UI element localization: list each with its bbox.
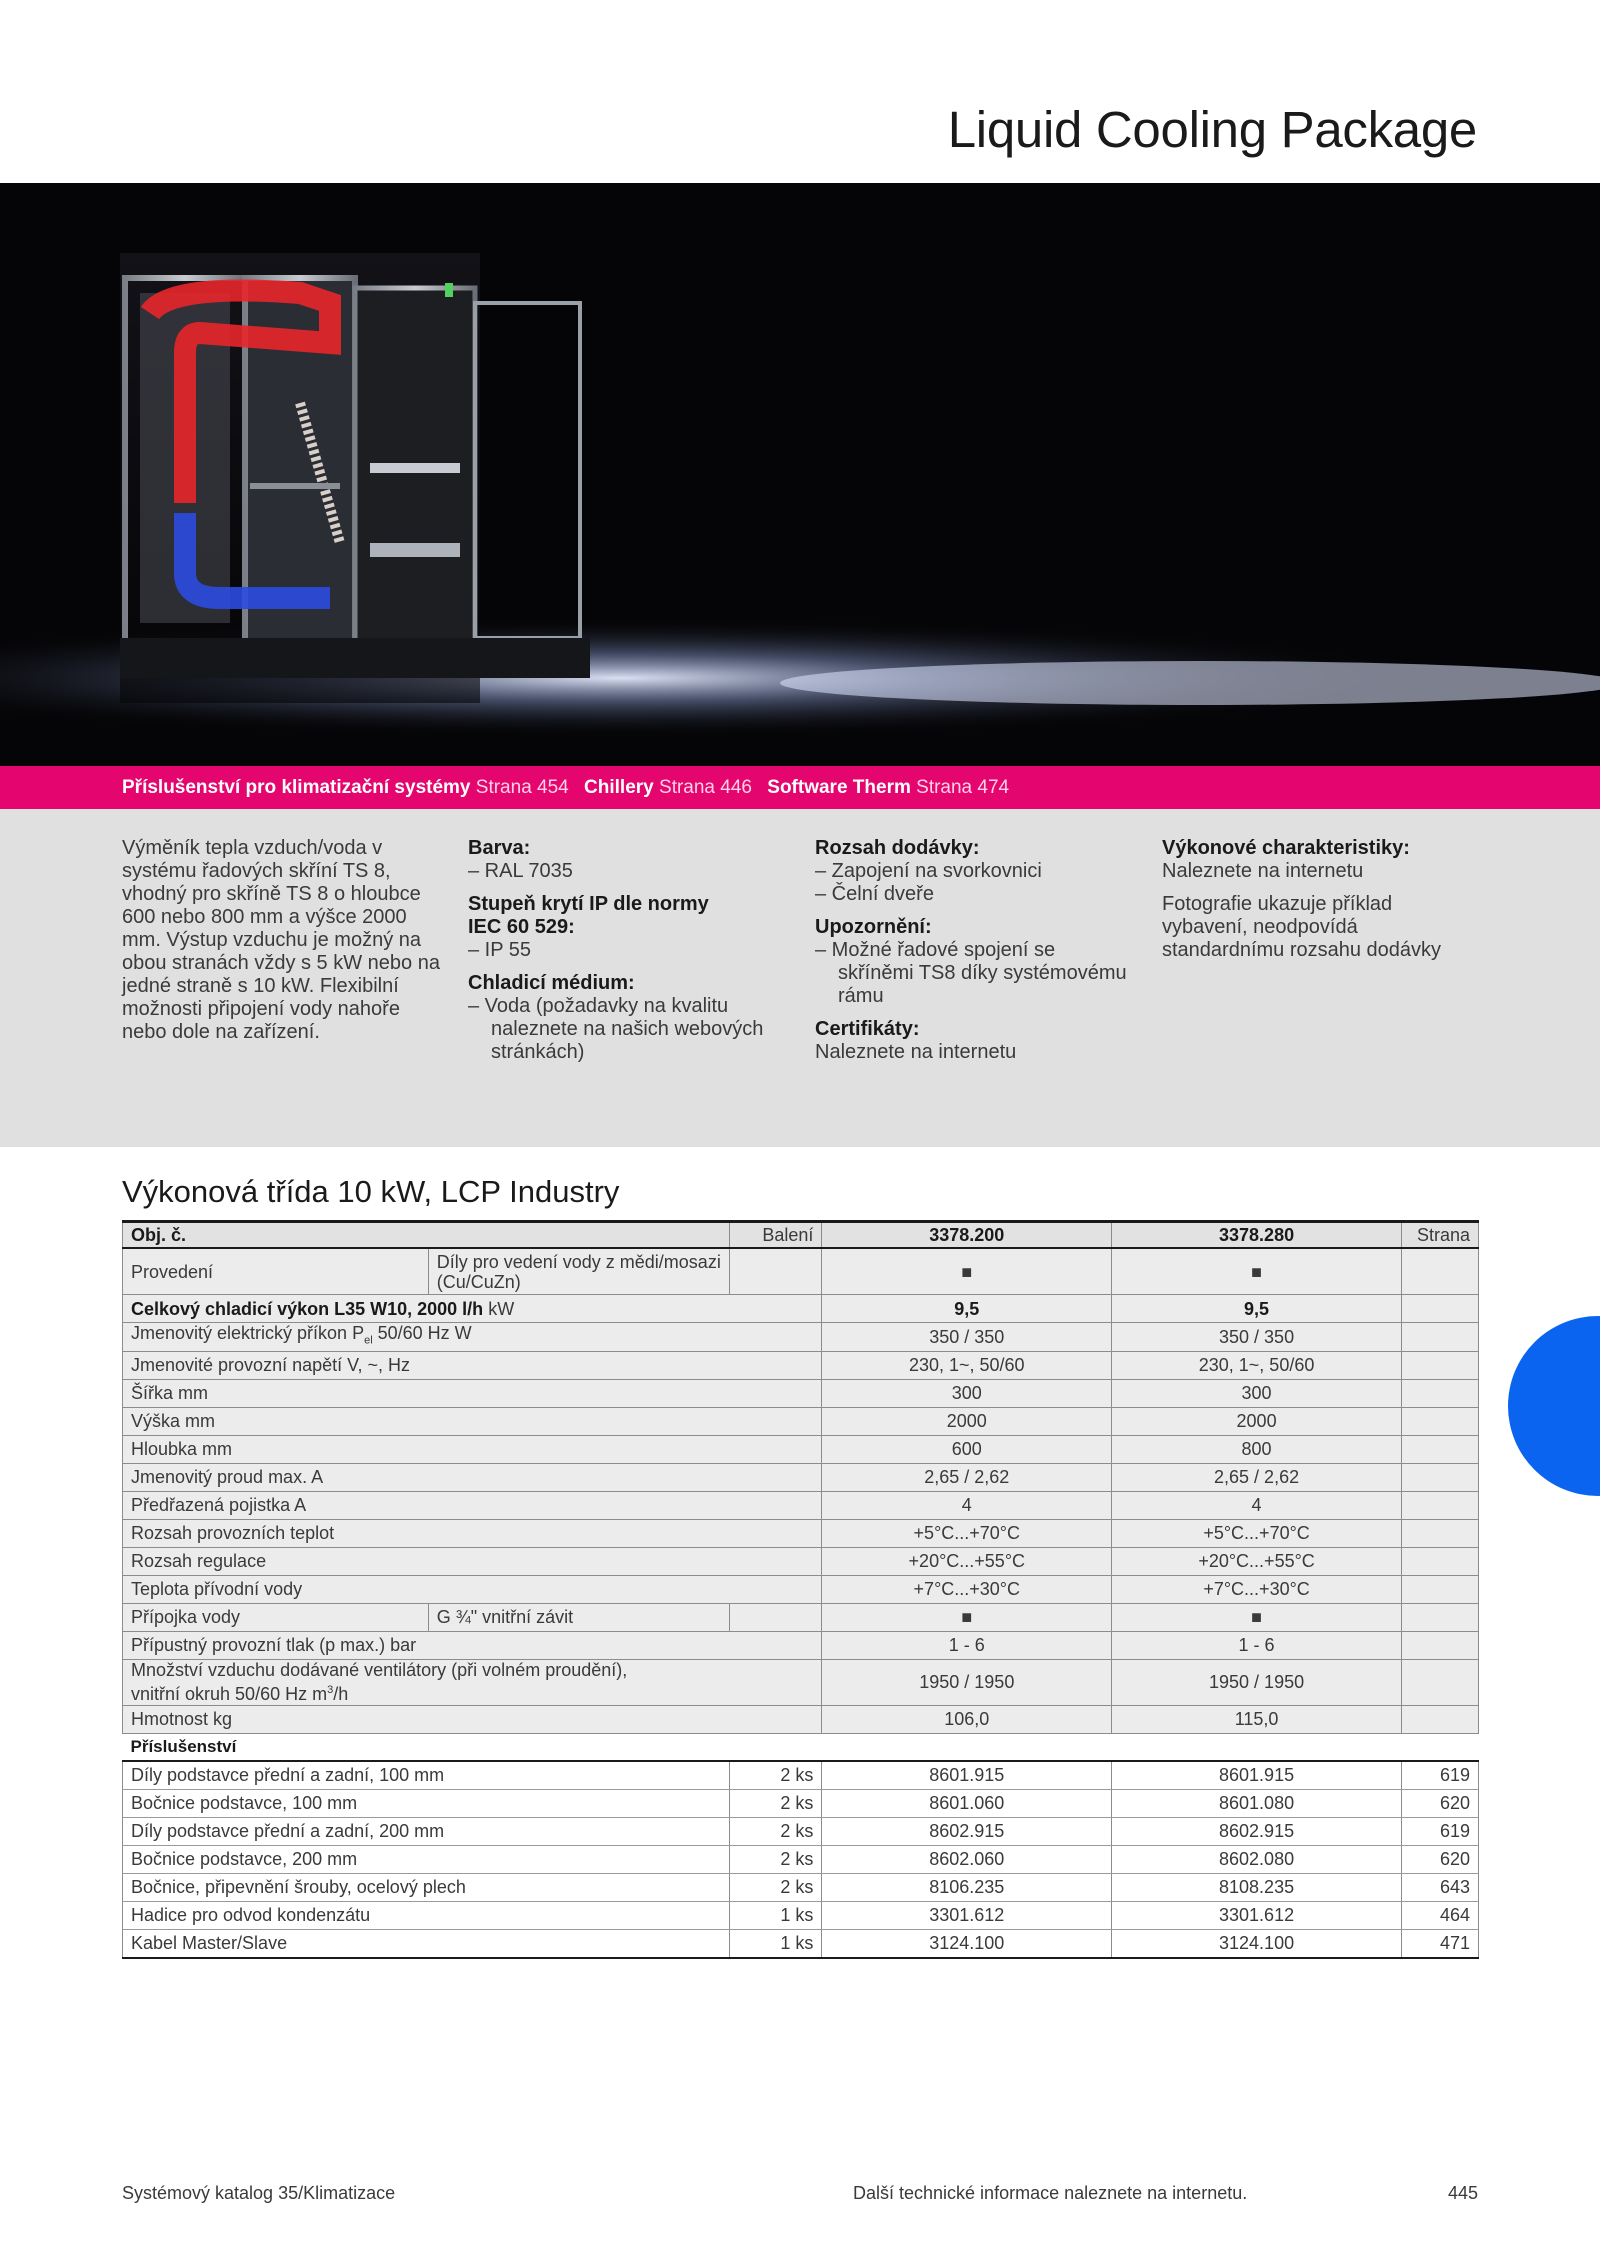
- accessory-pack: 2 ks: [730, 1789, 822, 1817]
- table-row: [123, 1463, 1479, 1491]
- photo-note: Fotografie ukazuje příklad vybavení, neodpovídá standardnímu rozsahu dodávky: [1162, 893, 1442, 961]
- accessory-page[interactable]: 471: [1401, 1929, 1478, 1958]
- row-label: Šířka mm: [123, 1379, 822, 1407]
- medium-value: – Voda (požadavky na kvalitu naleznete na našich webových stránkách): [468, 995, 764, 1063]
- row-value: 2,65 / 2,62: [822, 1463, 1112, 1491]
- accessory-pack: 1 ks: [730, 1929, 822, 1958]
- info-panel: [0, 809, 1600, 1147]
- table-row: [123, 1491, 1479, 1519]
- accessory-label: Bočnice podstavce, 100 mm: [123, 1789, 730, 1817]
- header-model-2: 3378.280: [1112, 1222, 1402, 1249]
- row-label: Jmenovité provozní napětí V, ~, Hz: [123, 1351, 822, 1379]
- performance-column: [1162, 837, 1477, 962]
- row-label: Přípustný provozní tlak (p max.) bar: [123, 1631, 822, 1659]
- row-value: +5°C...+70°C: [822, 1519, 1112, 1547]
- cert-value: Naleznete na internetu: [815, 1041, 1017, 1063]
- accessory-label: Hadice pro odvod kondenzátu: [123, 1901, 730, 1929]
- square-mark: ■: [1112, 1248, 1402, 1295]
- row-value: 4: [822, 1491, 1112, 1519]
- row-label: Provedení: [123, 1248, 429, 1295]
- row-label: Hloubka mm: [123, 1435, 822, 1463]
- row-value: +20°C...+55°C: [1112, 1547, 1402, 1575]
- category-link[interactable]: Software Therm: [767, 777, 911, 798]
- header-packaging: Balení: [730, 1222, 822, 1249]
- page-ref: Strana 454: [475, 777, 569, 798]
- cert-heading: Certifikáty:: [815, 1018, 920, 1040]
- table-row: [123, 1845, 1479, 1873]
- accessory-label: Bočnice podstavce, 200 mm: [123, 1845, 730, 1873]
- description-column: [122, 837, 442, 1044]
- square-mark: ■: [1112, 1603, 1402, 1631]
- accessory-part-no: 8601.915: [1112, 1761, 1402, 1790]
- accessory-part-no: 3301.612: [1112, 1901, 1402, 1929]
- category-bar: [0, 766, 1600, 809]
- row-value: 9,5: [1112, 1295, 1402, 1323]
- accessory-label: Bočnice, připevnění šrouby, ocelový plech: [123, 1873, 730, 1901]
- accessory-page[interactable]: 620: [1401, 1845, 1478, 1873]
- square-mark: ■: [822, 1603, 1112, 1631]
- row-value: +20°C...+55°C: [822, 1547, 1112, 1575]
- row-label: Množství vzduchu dodávané ventilátory (při volném proudění), vnitřní okruh 50/60 Hz $m^3/h$: [123, 1659, 822, 1705]
- row-label: Teplota přívodní vody: [123, 1575, 822, 1603]
- row-label: Jmenovitý proud max. A: [123, 1463, 822, 1491]
- accessory-pack: 2 ks: [730, 1761, 822, 1790]
- footer-catalog: Systémový katalog 35/Klimatizace: [122, 2183, 396, 2203]
- accessory-page[interactable]: 619: [1401, 1761, 1478, 1790]
- table-row: [123, 1295, 1479, 1323]
- row-label: Výška mm: [123, 1407, 822, 1435]
- row-value: 230, 1~, 50/60: [822, 1351, 1112, 1379]
- ip-value: – IP 55: [468, 939, 532, 961]
- table-row: [123, 1659, 1479, 1705]
- accessory-part-no: 8108.235: [1112, 1873, 1402, 1901]
- accessory-part-no: 3124.100: [822, 1929, 1112, 1958]
- row-value: 300: [822, 1379, 1112, 1407]
- table-row: [123, 1248, 1479, 1295]
- specs-column: [468, 837, 783, 1064]
- row-label: Rozsah regulace: [123, 1547, 822, 1575]
- row-value: 9,5: [822, 1295, 1112, 1323]
- row-detail: Díly pro vedení vody z mědi/mosazi (Cu/CuZn): [428, 1248, 730, 1295]
- perf-heading: Výkonové charakteristiky:: [1162, 837, 1410, 859]
- row-value: 230, 1~, 50/60: [1112, 1351, 1402, 1379]
- scope-heading: Rozsah dodávky:: [815, 837, 980, 859]
- square-mark: ■: [822, 1248, 1112, 1295]
- accessory-pack: 2 ks: [730, 1817, 822, 1845]
- row-label: Přípojka vody: [123, 1603, 429, 1631]
- table-row: [123, 1547, 1479, 1575]
- row-label: Celkový chladicí výkon L35 W10, 2000 l/h kW: [123, 1295, 822, 1323]
- accessory-part-no: 8601.080: [1112, 1789, 1402, 1817]
- header-page: Strana: [1401, 1222, 1478, 1249]
- accessories-heading: Příslušenství: [123, 1733, 1479, 1761]
- table-row: [123, 1873, 1479, 1901]
- accessory-label: Díly podstavce přední a zadní, 200 mm: [123, 1817, 730, 1845]
- row-label: Jmenovitý elektrický příkon $P_{el}$ 50/60 Hz W: [123, 1323, 822, 1352]
- section-tab-marker: [1508, 1316, 1600, 1496]
- row-value: 2,65 / 2,62: [1112, 1463, 1402, 1491]
- product-description: Výměník tepla vzduch/voda v systému řadových skříní TS 8, vhodný pro skříně TS 8 o hloubce 600 nebo 800 mm a výšce 2000 mm. Výstup vzduchu je možný na obou stranách vždy s 5 kW nebo na jedné straně s 10 kW. Flexibilní možnosti připojení vody nahoře nebo dole na zařízení.: [122, 837, 440, 1043]
- row-value: 4: [1112, 1491, 1402, 1519]
- table-row: [123, 1575, 1479, 1603]
- row-value: 800: [1112, 1435, 1402, 1463]
- table-row: [123, 1929, 1479, 1958]
- header-order-no: Obj. č.: [123, 1222, 730, 1249]
- accessory-page[interactable]: 619: [1401, 1817, 1478, 1845]
- header-model-1: 3378.200: [822, 1222, 1112, 1249]
- accessory-label: Díly podstavce přední a zadní, 100 mm: [123, 1761, 730, 1790]
- table-row: [123, 1323, 1479, 1352]
- page-title: Liquid Cooling Package: [947, 101, 1477, 158]
- table-row: [123, 1351, 1479, 1379]
- table-row: [123, 1519, 1479, 1547]
- accessory-part-no: 8601.060: [822, 1789, 1112, 1817]
- category-link[interactable]: Chillery: [584, 777, 654, 798]
- table-row: [123, 1407, 1479, 1435]
- accessory-part-no: 8602.060: [822, 1845, 1112, 1873]
- scope-item: – Zapojení na svorkovnici: [815, 860, 1042, 882]
- page-ref: Strana 474: [916, 777, 1010, 798]
- row-value: 2000: [822, 1407, 1112, 1435]
- perf-value: Naleznete na internetu: [1162, 860, 1364, 882]
- accessory-pack: 2 ks: [730, 1873, 822, 1901]
- row-value: 1950 / 1950: [822, 1659, 1112, 1705]
- accessory-part-no: 3301.612: [822, 1901, 1112, 1929]
- scope-column: [815, 837, 1130, 1064]
- row-value: 1 - 6: [1112, 1631, 1402, 1659]
- accessory-part-no: 8106.235: [822, 1873, 1112, 1901]
- accessories-header: [123, 1733, 1479, 1761]
- accessory-page[interactable]: 643: [1401, 1873, 1478, 1901]
- row-value: 350 / 350: [822, 1323, 1112, 1352]
- table-row: [123, 1761, 1479, 1790]
- spec-table: [122, 1220, 1479, 1959]
- table-row: [123, 1631, 1479, 1659]
- row-value: 1950 / 1950: [1112, 1659, 1402, 1705]
- accessory-part-no: 8602.915: [1112, 1817, 1402, 1845]
- accessory-page[interactable]: 464: [1401, 1901, 1478, 1929]
- row-label: Hmotnost kg: [123, 1705, 822, 1733]
- medium-heading: Chladicí médium:: [468, 972, 635, 994]
- table-row: [123, 1789, 1479, 1817]
- table-row: [123, 1603, 1479, 1631]
- row-value: +7°C...+30°C: [1112, 1575, 1402, 1603]
- accessory-part-no: 3124.100: [1112, 1929, 1402, 1958]
- accessory-label: Kabel Master/Slave: [123, 1929, 730, 1958]
- accessory-pack: 1 ks: [730, 1901, 822, 1929]
- category-link[interactable]: Příslušenství pro klimatizační systémy: [122, 777, 471, 798]
- row-value: 2000: [1112, 1407, 1402, 1435]
- ip-heading: Stupeň krytí IP dle normy IEC 60 529:: [468, 893, 709, 938]
- table-row: [123, 1379, 1479, 1407]
- product-photo: [0, 183, 1600, 766]
- table-row: [123, 1901, 1479, 1929]
- row-label: Předřazená pojistka A: [123, 1491, 822, 1519]
- row-value: +7°C...+30°C: [822, 1575, 1112, 1603]
- row-value: 106,0: [822, 1705, 1112, 1733]
- accessory-part-no: 8602.080: [1112, 1845, 1402, 1873]
- accessory-pack: 2 ks: [730, 1845, 822, 1873]
- page-ref: Strana 446: [659, 777, 752, 798]
- row-value: 350 / 350: [1112, 1323, 1402, 1352]
- table-header: [123, 1222, 1479, 1249]
- accessory-part-no: 8601.915: [822, 1761, 1112, 1790]
- row-label: Rozsah provozních teplot: [123, 1519, 822, 1547]
- color-value: – RAL 7035: [468, 860, 573, 882]
- page-number: 445: [1447, 2183, 1478, 2203]
- row-value: 1 - 6: [822, 1631, 1112, 1659]
- table-row: [123, 1705, 1479, 1733]
- row-value: 115,0: [1112, 1705, 1402, 1733]
- accessory-part-no: 8602.915: [822, 1817, 1112, 1845]
- row-value: 300: [1112, 1379, 1402, 1407]
- section-title: Výkonová třída 10 kW, LCP Industry: [122, 1174, 620, 1209]
- accessory-page[interactable]: 620: [1401, 1789, 1478, 1817]
- footer-info: Další technické informace naleznete na internetu.: [853, 2183, 1248, 2203]
- row-value: +5°C...+70°C: [1112, 1519, 1402, 1547]
- color-heading: Barva:: [468, 837, 531, 859]
- note-value: – Možné řadové spojení se skříněmi TS8 díky systémovému rámu: [815, 939, 1127, 1007]
- row-value: 600: [822, 1435, 1112, 1463]
- table-row: [123, 1435, 1479, 1463]
- row-detail: G ¾" vnitřní závit: [428, 1603, 730, 1631]
- scope-item: – Čelní dveře: [815, 883, 934, 905]
- table-row: [123, 1817, 1479, 1845]
- note-heading: Upozornění:: [815, 916, 932, 938]
